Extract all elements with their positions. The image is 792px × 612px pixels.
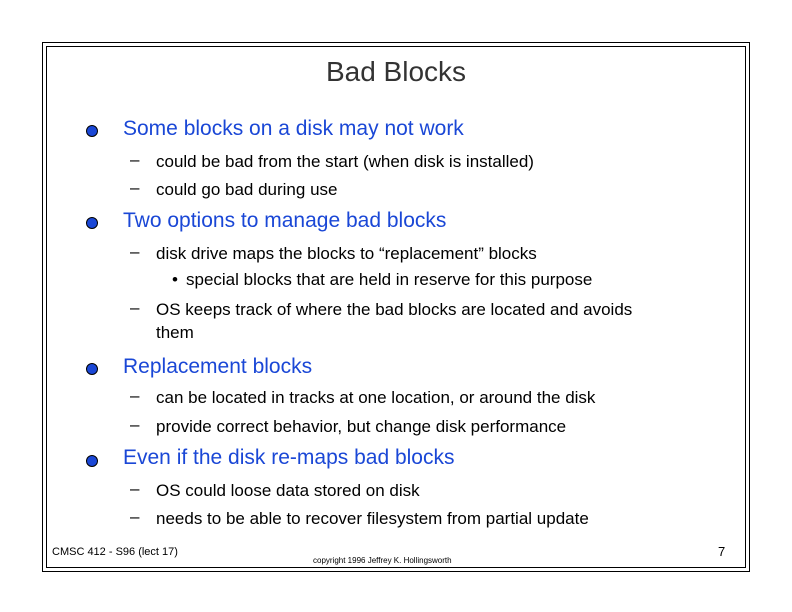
dash-marker: – (130, 242, 140, 261)
bullet-marker: • (172, 270, 178, 289)
list-item-text: disk drive maps the blocks to “replacement” blocks (156, 244, 537, 263)
list-item-text: OS keeps track of where the bad blocks are located and avoids them (156, 300, 633, 342)
section-heading: Two options to manage bad blocks (123, 209, 447, 232)
list-item (130, 386, 696, 409)
page-number: 7 (718, 544, 726, 559)
copyright-footer: copyright 1996 Jeffrey K. Hollingsworth (313, 556, 452, 565)
list-item (130, 150, 696, 173)
course-footer: CMSC 412 - S96 (lect 17) (52, 546, 178, 558)
dash-marker: – (130, 150, 140, 169)
list-item (130, 242, 696, 265)
dash-marker: – (130, 415, 140, 434)
sub-list-item (172, 270, 592, 290)
dash-marker: – (130, 298, 140, 317)
list-item (130, 178, 696, 201)
bullet-dot-icon (86, 125, 98, 137)
list-item-text: provide correct behavior, but change disk performance (156, 417, 567, 436)
list-item (130, 479, 696, 502)
bullet-dot-icon (86, 455, 98, 467)
dash-marker: – (130, 178, 140, 197)
section-heading: Even if the disk re-maps bad blocks (123, 446, 455, 469)
bullet-dot-icon (86, 363, 98, 375)
dash-marker: – (130, 479, 140, 498)
list-item-text: OS could loose data stored on disk (156, 481, 420, 500)
list-item-text: needs to be able to recover filesystem from partial update (156, 509, 589, 528)
dash-marker: – (130, 507, 140, 526)
list-item (130, 415, 696, 438)
list-item (130, 298, 666, 344)
section-heading: Some blocks on a disk may not work (123, 117, 464, 140)
list-item-text: can be located in tracks at one location, or around the disk (156, 388, 596, 407)
sub-list-item-text: special blocks that are held in reserve for this purpose (186, 270, 593, 289)
list-item-text: could be bad from the start (when disk is installed) (156, 152, 534, 171)
list-item-text: could go bad during use (156, 180, 338, 199)
dash-marker: – (130, 386, 140, 405)
section-heading: Replacement blocks (123, 355, 313, 378)
list-item (130, 507, 696, 530)
bullet-dot-icon (86, 217, 98, 229)
slide-title: Bad Blocks (325, 56, 467, 87)
